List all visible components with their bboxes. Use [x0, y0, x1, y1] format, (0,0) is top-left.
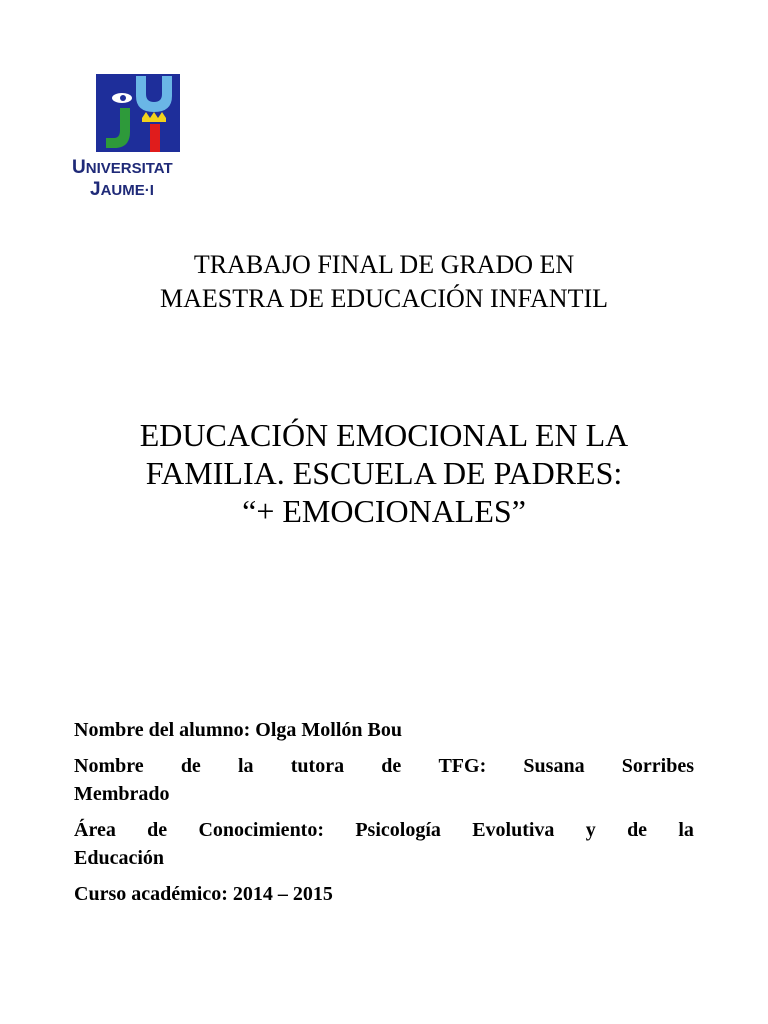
area-line-1 — [74, 816, 694, 844]
degree-line-1: TRABAJO FINAL DE GRADO EN — [193, 250, 575, 279]
university-emblem-icon — [72, 72, 182, 154]
degree-line-2: MAESTRA DE EDUCACIÓN INFANTIL — [159, 284, 608, 313]
university-wordmark — [72, 158, 173, 199]
tutor-line-2: Membrado — [74, 783, 170, 805]
student-name: Nombre del alumno: Olga Mollón Bou — [74, 719, 402, 741]
degree-heading — [60, 248, 708, 316]
area-word: y — [585, 819, 596, 841]
tutor-line-1 — [74, 752, 694, 780]
area-word: de — [627, 819, 648, 841]
tutor-word: la — [238, 755, 254, 777]
tutor-word: TFG: — [438, 755, 487, 777]
area-word: Psicología — [355, 819, 441, 841]
knowledge-area — [74, 816, 694, 872]
tutor-word: Sorribes — [621, 755, 694, 777]
tutor-name — [74, 752, 694, 808]
tutor-word: Nombre — [74, 755, 144, 777]
area-word: Conocimiento: — [198, 819, 325, 841]
area-word: la — [678, 819, 694, 841]
tutor-word: Susana — [523, 755, 585, 777]
thesis-title — [40, 416, 728, 530]
university-logo — [72, 72, 212, 202]
title-line-1: EDUCACIÓN EMOCIONAL EN LA — [139, 417, 629, 453]
area-word: Área — [74, 819, 116, 841]
wordmark-line-1: UNIVERSITAT — [72, 157, 173, 178]
tutor-word: de — [381, 755, 402, 777]
academic-year: Curso académico: 2014 – 2015 — [74, 883, 333, 905]
tutor-word: tutora — [290, 755, 345, 777]
title-line-2: FAMILIA. ESCUELA DE PADRES: — [145, 455, 623, 491]
wordmark-line-2: JAUME·I — [90, 179, 154, 200]
title-line-3: “+ EMOCIONALES” — [242, 493, 526, 529]
tutor-word: de — [180, 755, 201, 777]
area-word: Evolutiva — [472, 819, 555, 841]
thesis-info — [74, 716, 694, 916]
area-line-2: Educación — [74, 847, 165, 869]
area-word: de — [147, 819, 168, 841]
